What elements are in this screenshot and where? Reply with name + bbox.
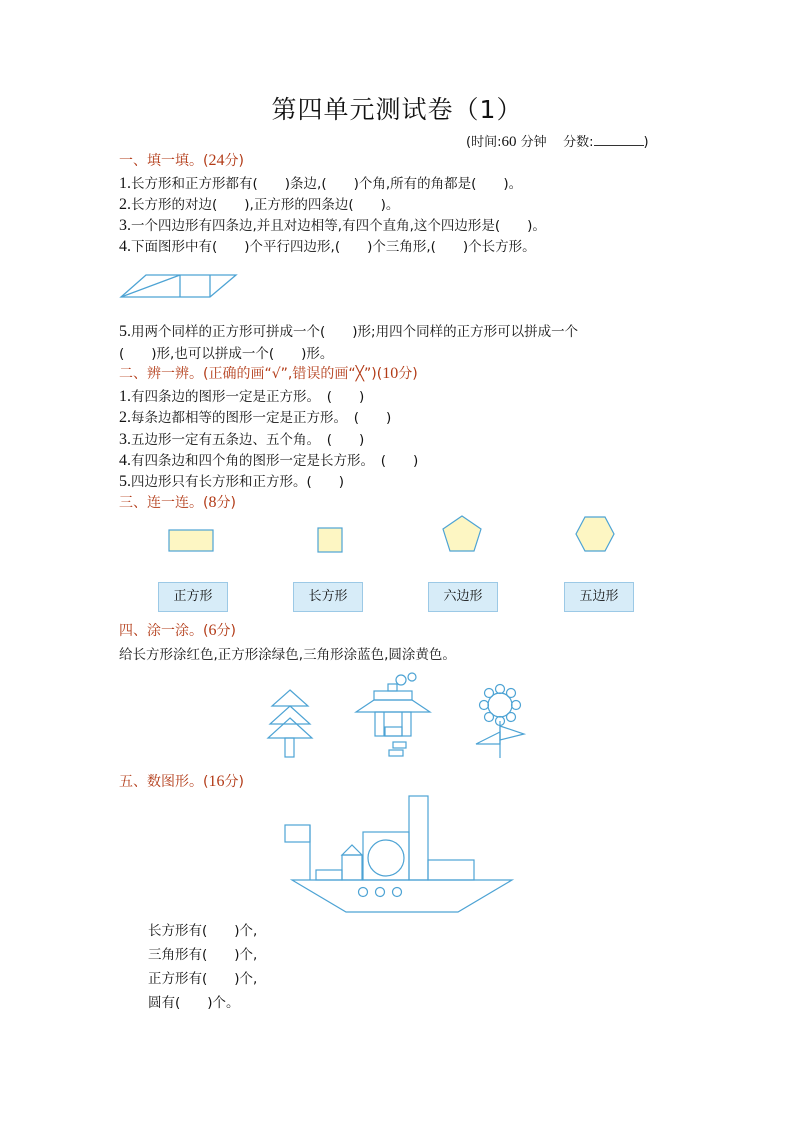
fill-item-2: 2.长方形的对边( ),正方形的四条边( )。 [119,196,400,213]
section-2-heading: 二、辨一辨。(正确的画“√”,错误的画“╳”)(10分) [119,365,418,382]
count-squares: 正方形有( )个, [148,971,258,987]
exam-meta [466,131,649,151]
top-square [388,684,397,691]
count-circles: 圆有( )个。 [148,995,240,1011]
stern-rectangle [428,860,474,880]
bubble-circle-2 [408,673,416,681]
tree-trunk [285,738,294,757]
figure-diagonal [121,275,180,297]
section-5-heading: 五、数图形。(16分) [119,773,244,790]
body-inner-rect [385,727,402,736]
judge-item-2: 2.每条边都相等的图形一定是正方形。 ( ) [119,409,392,426]
page-title: 第四单元测试卷（1） [271,95,523,124]
house-roof-triangle [342,845,362,855]
porthole-circle-1 [359,888,368,897]
label-square[interactable]: 正方形 [158,582,228,612]
body-rectangle [375,712,411,736]
cabin-circle [368,840,404,876]
ship-figure [290,792,516,916]
count-rectangles: 长方形有( )个, [148,923,258,939]
meta-close: ) [643,135,649,150]
leaf-triangle-right [500,726,524,740]
count-triangles: 三角形有( )个, [148,947,258,963]
fill-item-4: 4.下面图形中有( )个平行四边形,( )个三角形,( )个长方形。 [119,238,536,255]
hat-rectangle [374,691,412,700]
section-1-heading: 一、填一填。(24分) [119,152,244,169]
petal-circle [507,713,516,722]
petal-circle [485,689,494,698]
tree-top-triangle [272,690,308,706]
time-unit: 分钟 [520,135,547,150]
tree-mid-triangle [270,706,310,724]
cabin-square [363,832,409,880]
petal-circle [480,701,489,710]
judge-item-4: 4.有四条边和四个角的图形一定是长方形。 ( ) [119,452,419,469]
fill-item-1: 1.长方形和正方形都有( )条边,( )个角,所有的角都是( )。 [119,175,523,192]
flower-figure [470,680,530,760]
section-4-heading: 四、涂一涂。(6分) [119,622,236,639]
petal-circle [485,713,494,722]
tree-figure [266,688,314,760]
figure-outline [121,275,236,297]
label-rectangle[interactable]: 长方形 [293,582,363,612]
fill-item-5-cont: ( )形,也可以拼成一个( )形。 [119,346,334,362]
roof-trapezoid [356,700,430,712]
ship-hull [292,880,512,912]
porthole-circle-2 [376,888,385,897]
parallelogram-figure [118,272,243,300]
time-value: 60 [501,134,517,150]
base-rect-2 [389,750,403,756]
petal-circle [507,689,516,698]
house-square [342,855,362,880]
flag-rectangle [285,825,310,842]
label-hexagon[interactable]: 六边形 [428,582,498,612]
judge-item-5: 5.四边形只有长方形和正方形。( ) [119,473,345,490]
chimney-rectangle [409,796,428,880]
section-3-heading: 三、连一连。(8分) [119,494,236,511]
label-pentagon[interactable]: 五边形 [564,582,634,612]
leaf-triangle-left [476,732,500,744]
judge-item-1: 1.有四条边的图形一定是正方形。 ( ) [119,388,365,405]
connect-shapes [160,512,620,557]
fill-item-5: 5.用两个同样的正方形可拼成一个( )形;用四个同样的正方形可以拼成一个 [119,323,579,340]
hexagon-shape [576,517,614,551]
score-blank[interactable] [594,133,644,146]
time-label: (时间: [466,135,502,150]
color-instruction: 给长方形涂红色,正方形涂绿色,三角形涂蓝色,圆涂黄色。 [119,647,456,663]
petal-circle [496,685,505,694]
petal-circle [512,701,521,710]
score-label: 分数: [563,135,594,150]
deck-rect-small [316,870,342,880]
tree-bottom-triangle [268,718,312,738]
square-shape [318,528,342,552]
fill-item-3: 3.一个四边形有四条边,并且对边相等,有四个直角,这个四边形是( )。 [119,217,546,234]
pentagon-shape [443,516,481,551]
base-rect-1 [393,742,406,748]
rectangle-shape [169,530,213,551]
judge-item-3: 3.五边形一定有五条边、五个角。 ( ) [119,431,365,448]
porthole-circle-3 [393,888,402,897]
robot-figure [352,672,434,760]
